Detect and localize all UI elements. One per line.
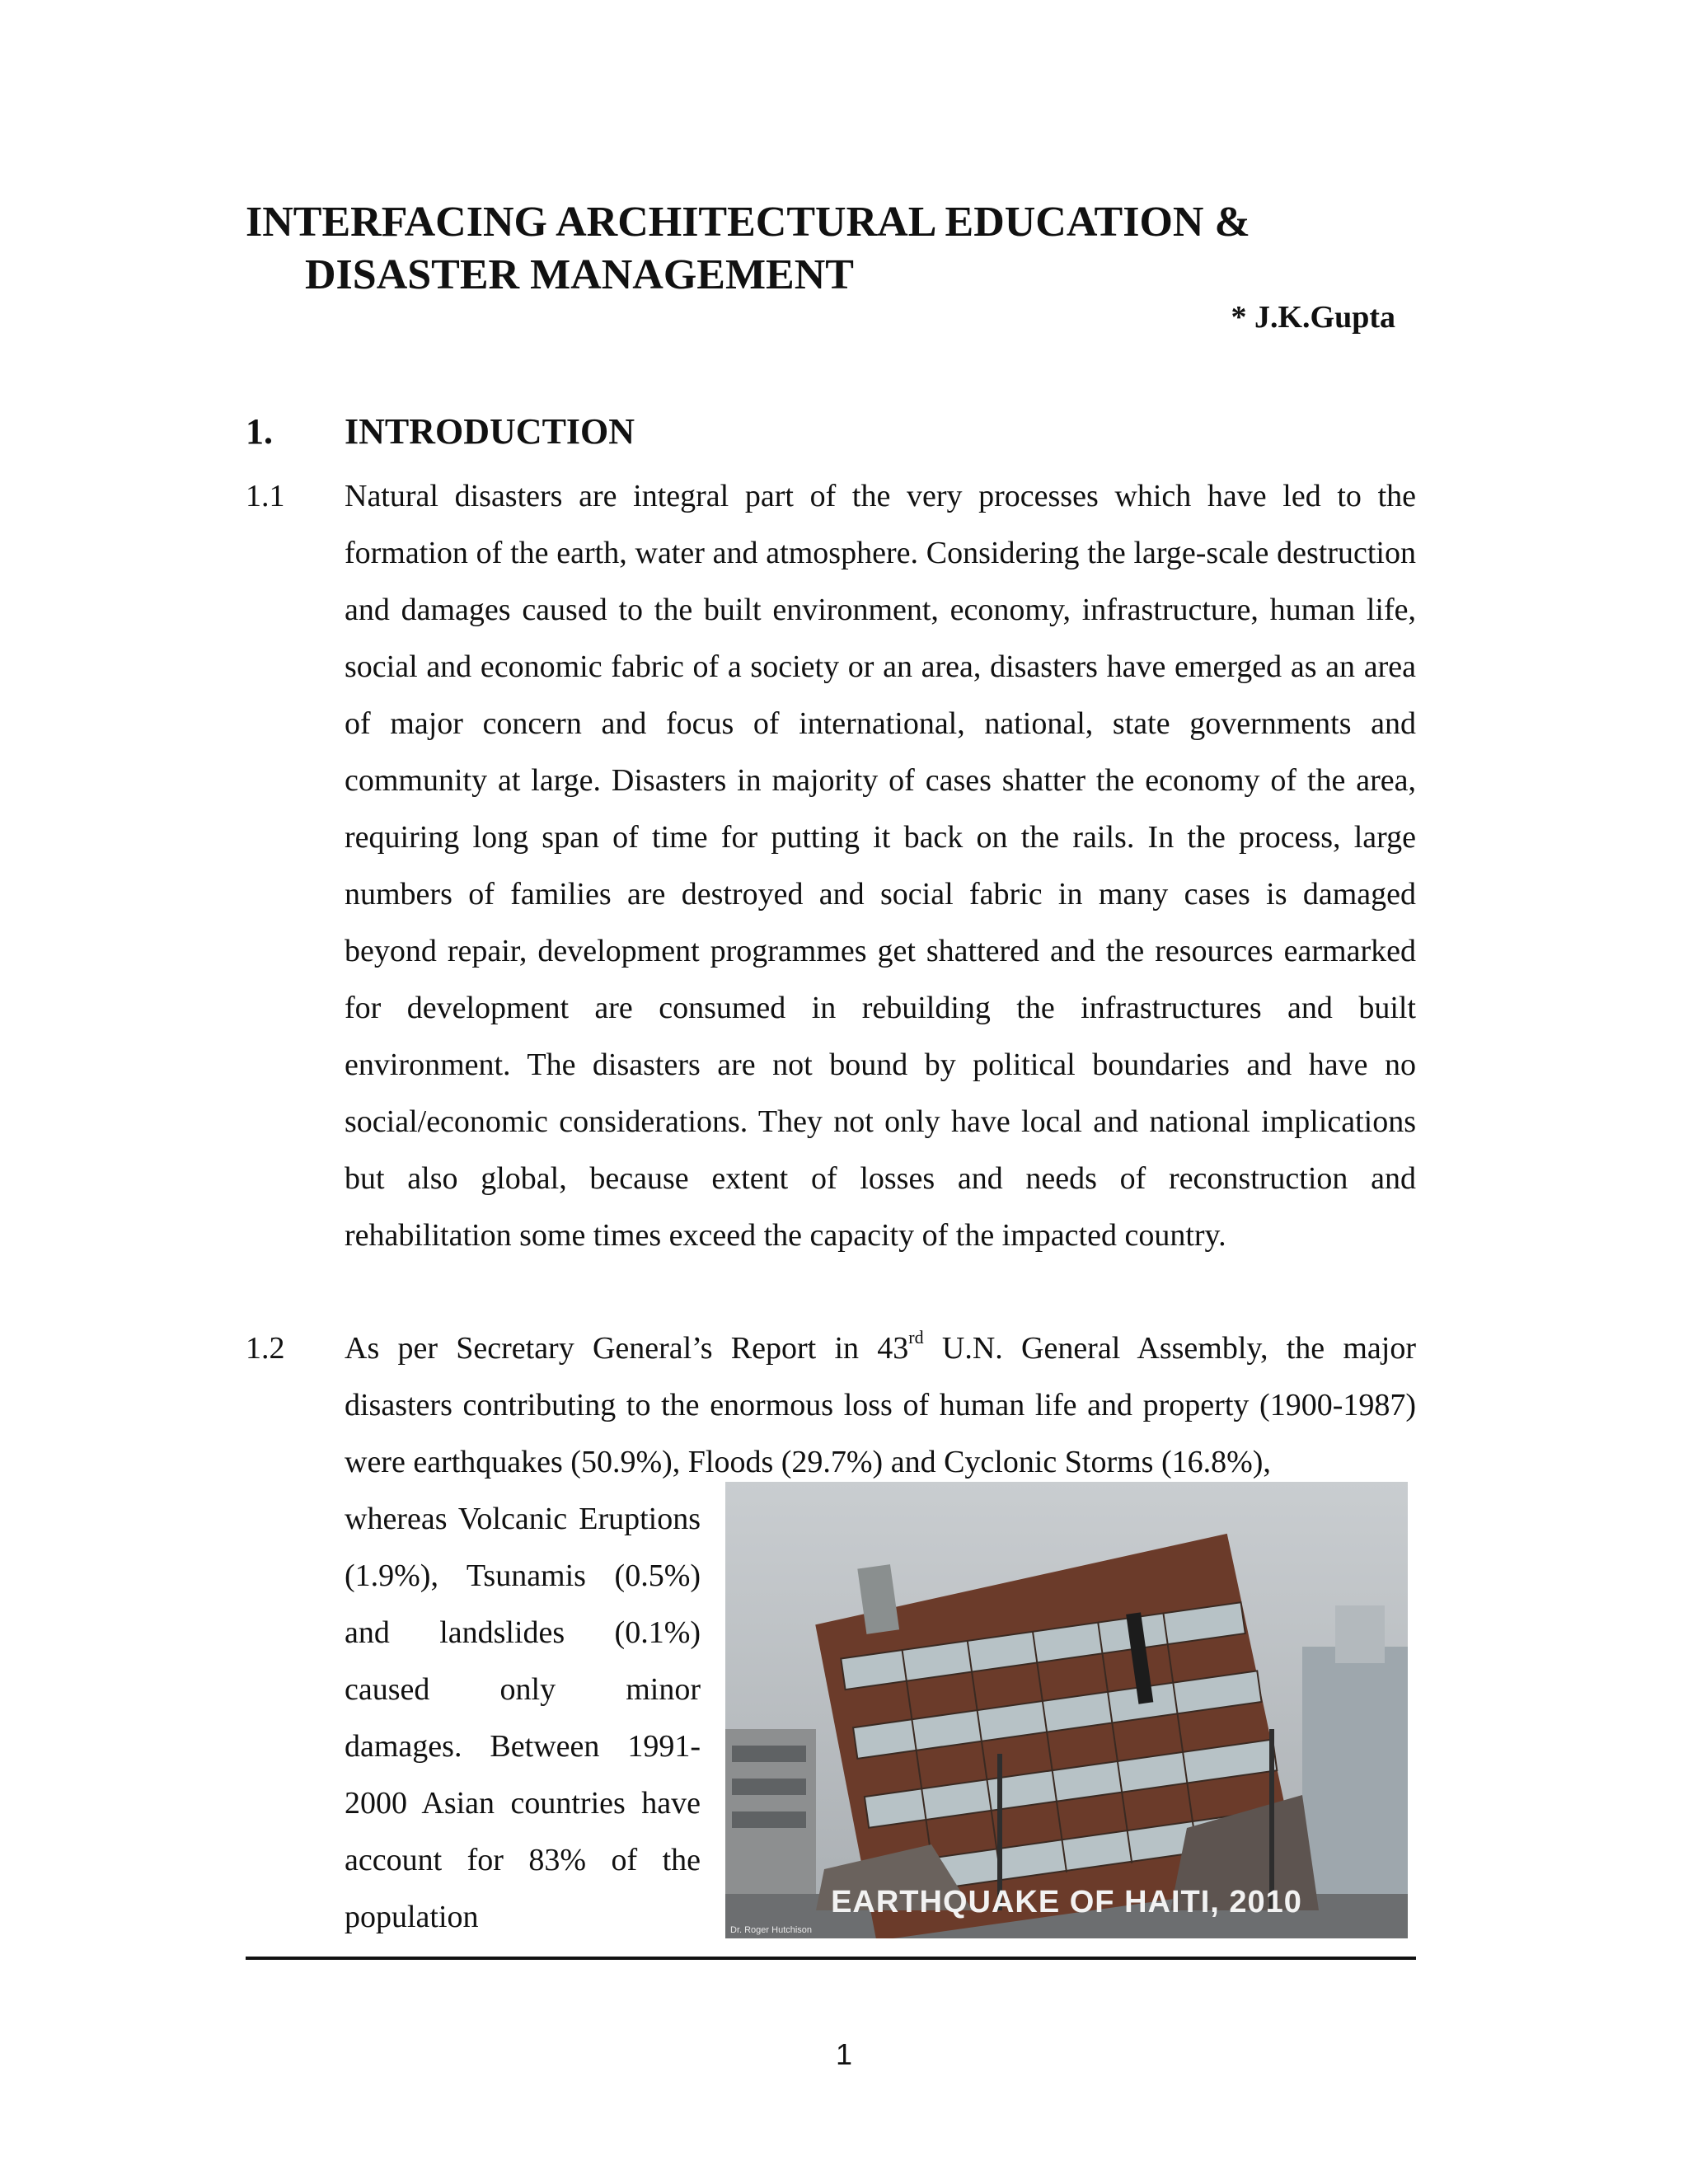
figure-caption: EARTHQUAKE OF HAITI, 2010 [831,1885,1302,1919]
paragraph-number: 1.2 [246,1331,285,1366]
paragraph-1-1: Natural disasters are integral part of the very processes which have led to the formation of the earth, water and atmosphere. Considering the large-scale destruction and damages caused to the built environment, economy, infrastructure, human life, social and economic fabric of a society or an area, disasters have emerged as an area of major concern and focus of international, national, state governments and community at large. Disasters in majority of cases shatter the economy of the area, requiring long span of time for putting it back on the rails. In the process, large numbers of families are destroyed and social fabric in many cases is damaged beyond repair, development programmes get shattered and the resources earmarked for development are consumed in rebuilding the infrastructures and built environment. The disasters are not bound by political boundaries and have no social/economic considerations. They not only have local and national implications but also global, because extent of losses and needs of reconstruction and rehabilitation some times exceed the capacity of the impacted country. [345,479,1416,1253]
paragraph-text: As per Secretary General’s Report in 43 [345,1331,909,1366]
paragraph-text: U.N. General Assembly, the major disasters contributing to the enormous loss of human life and property (1900-1987) were earthquakes (50.9%), Floods (29.7%) and Cyclonic Storms (16.8%), [345,1331,1417,1479]
title-line-1: INTERFACING ARCHITECTURAL EDUCATION & [246,199,1250,246]
page-number: 1 [835,2037,853,2071]
paragraph-1-2-continued: whereas Volcanic Eruptions (1.9%), Tsunamis (0.5%) and landslides (0.1%) caused only minor damages. Between 1991-2000 Asian countries have account for 83% of the population [345,1502,701,1934]
title-line-2: DISASTER MANAGEMENT [305,251,854,298]
superscript: rd [908,1327,924,1347]
section-heading [246,410,1416,454]
section-title: INTRODUCTION [345,411,635,452]
footer-rule [246,1957,1416,1960]
section-number: 1. [246,411,273,452]
earthquake-photo [725,1482,1408,1938]
author: * J.K.Gupta [1231,300,1395,335]
photo-credit: Dr. Roger Hutchison [730,1925,813,1935]
collapsed-building-illustration [725,1482,1408,1938]
paragraph-1-2 [345,1320,1416,1491]
paragraph-number: 1.1 [246,479,285,513]
paper-title [246,196,1482,302]
